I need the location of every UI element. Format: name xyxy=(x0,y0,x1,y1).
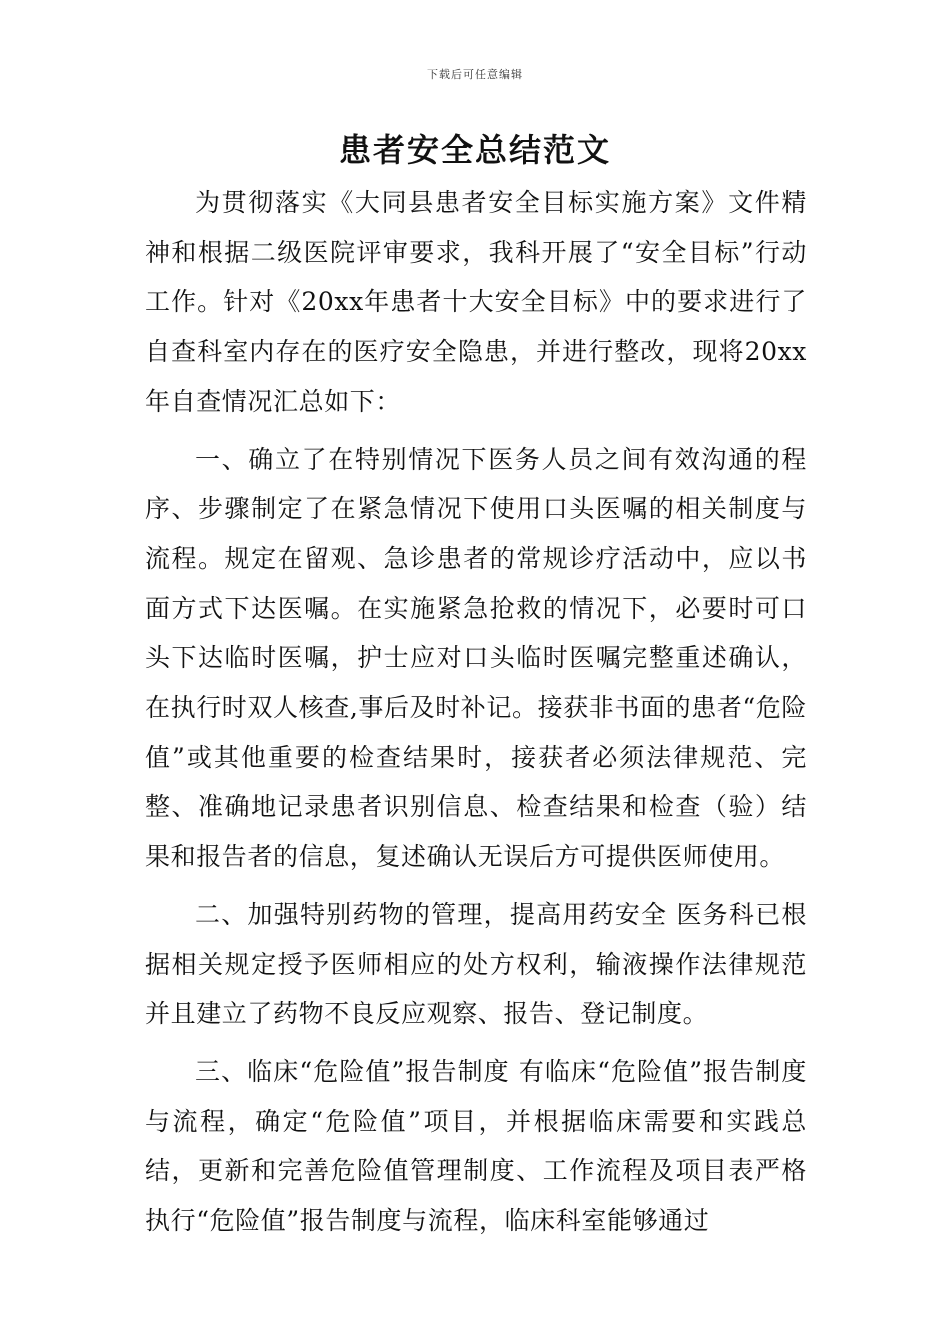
document-body xyxy=(145,178,807,1254)
document-title: 患者安全总结范文 xyxy=(338,131,611,169)
paragraph-section-3: 三、临床“危险值”报告制度 有临床“危险值”报告制度与流程，确定“危险值”项目，并根据临床需要和实践总结，更新和完善危险值管理制度、工作流程及项目表严格执行“危险值”报告制度与流程，临床科室能够通过 xyxy=(145,1056,807,1236)
page-header-note: 下载后可任意编辑 xyxy=(427,68,523,81)
paragraph-section-2: 二、加强特别药物的管理，提高用药安全 医务科已根据相关规定授予医师相应的处方权利，输液操作法律规范并且建立了药物不良反应观察、报告、登记制度。 xyxy=(145,899,807,1029)
paragraph-section-1: 一、确立了在特别情况下医务人员之间有效沟通的程序、步骤制定了在紧急情况下使用口头医嘱的相关制度与流程。规定在留观、急诊患者的常规诊疗活动中，应以书面方式下达医嘱。在实施紧急抢救的情况下，必要时可口头下达临时医嘱，护士应对口头临时医嘱完整重述确认，在执行时双人核查,事后及时补记。接获非书面的患者“危险值”或其他重要的检查结果时，接获者必须法律规范、完整、准确地记录患者识别信息、检查结果和检查（验）结果和报告者的信息，复述确认无误后方可提供医师使用。 xyxy=(145,444,807,872)
paragraph-intro: 为贯彻落实《大同县患者安全目标实施方案》文件精神和根据二级医院评审要求，我科开展了“安全目标”行动工作。针对《20xx年患者十大安全目标》中的要求进行了自查科室内存在的医疗安全隐患，并进行整改，现将20xx年自查情况汇总如下： xyxy=(145,188,807,416)
